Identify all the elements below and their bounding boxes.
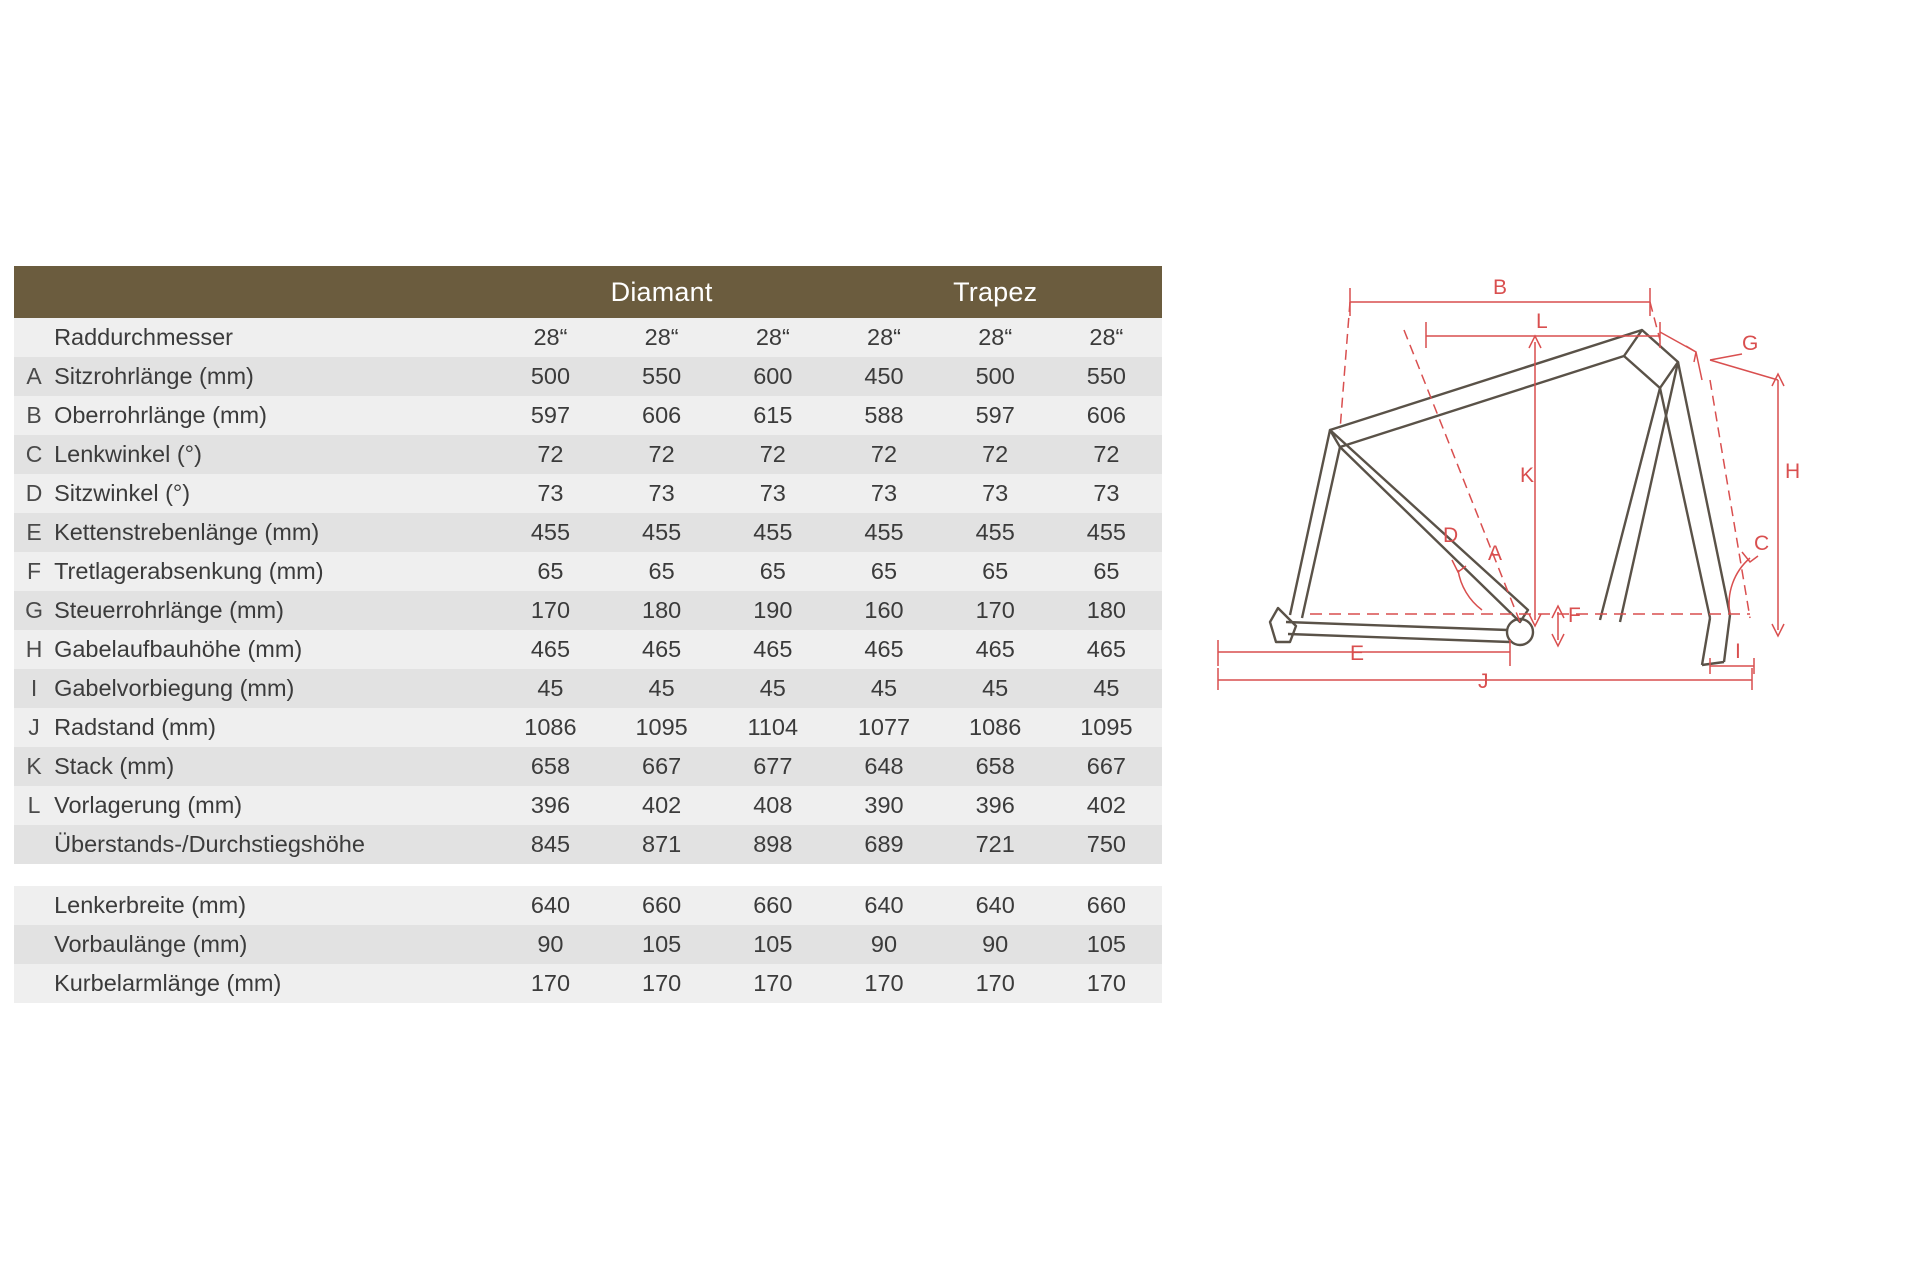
header-group-diamant: Diamant: [495, 266, 829, 318]
table-row: [14, 552, 1162, 591]
row-value-5: 500: [940, 357, 1051, 396]
row-value-3: 28“: [717, 318, 828, 357]
table-row: [14, 786, 1162, 825]
table-row: [14, 747, 1162, 786]
row-value-4: 160: [828, 591, 939, 630]
dimension-label-D: D: [1443, 524, 1459, 547]
row-letter: A: [14, 357, 54, 396]
row-label: Überstands-/Durchstiegshöhe: [54, 825, 495, 864]
row-label: Oberrohrlänge (mm): [54, 396, 495, 435]
row-value-2: 170: [606, 964, 717, 1003]
row-value-4: 648: [828, 747, 939, 786]
row-value-4: 72: [828, 435, 939, 474]
row-value-3: 72: [717, 435, 828, 474]
dimension-letters: [1350, 276, 1800, 693]
table-row: [14, 357, 1162, 396]
row-value-5: 721: [940, 825, 1051, 864]
row-value-6: 180: [1051, 591, 1162, 630]
table-row: [14, 708, 1162, 747]
row-value-2: 105: [606, 925, 717, 964]
row-label: Stack (mm): [54, 747, 495, 786]
row-value-1: 396: [495, 786, 606, 825]
row-value-5: 640: [940, 886, 1051, 925]
dimension-label-E: E: [1350, 642, 1365, 665]
row-letter: C: [14, 435, 54, 474]
row-label: Sitzwinkel (°): [54, 474, 495, 513]
row-letter: H: [14, 630, 54, 669]
row-value-6: 750: [1051, 825, 1162, 864]
row-letter: F: [14, 552, 54, 591]
row-letter: [14, 964, 54, 1003]
row-value-3: 190: [717, 591, 828, 630]
row-value-5: 90: [940, 925, 1051, 964]
row-letter: B: [14, 396, 54, 435]
geometry-table-container: [14, 266, 1162, 1003]
table-row: [14, 886, 1162, 925]
row-value-1: 845: [495, 825, 606, 864]
row-label: Gabelvorbiegung (mm): [54, 669, 495, 708]
row-value-3: 408: [717, 786, 828, 825]
row-value-2: 550: [606, 357, 717, 396]
row-value-2: 180: [606, 591, 717, 630]
row-value-2: 1095: [606, 708, 717, 747]
row-value-2: 402: [606, 786, 717, 825]
row-value-6: 606: [1051, 396, 1162, 435]
row-value-4: 90: [828, 925, 939, 964]
row-value-3: 455: [717, 513, 828, 552]
row-value-6: 660: [1051, 886, 1162, 925]
row-value-5: 73: [940, 474, 1051, 513]
row-value-1: 658: [495, 747, 606, 786]
row-label: Vorlagerung (mm): [54, 786, 495, 825]
dimension-label-L: L: [1536, 310, 1548, 333]
row-letter: J: [14, 708, 54, 747]
geometry-table: [14, 266, 1162, 864]
row-label: Kettenstrebenlänge (mm): [54, 513, 495, 552]
row-value-1: 65: [495, 552, 606, 591]
row-value-4: 65: [828, 552, 939, 591]
dimension-label-I: I: [1735, 640, 1741, 663]
row-value-6: 45: [1051, 669, 1162, 708]
row-value-4: 73: [828, 474, 939, 513]
row-label: Steuerrohrlänge (mm): [54, 591, 495, 630]
row-label: Gabelaufbauhöhe (mm): [54, 630, 495, 669]
row-value-5: 658: [940, 747, 1051, 786]
row-value-2: 65: [606, 552, 717, 591]
table-row: [14, 474, 1162, 513]
table-body-main: [14, 318, 1162, 864]
row-label: Radstand (mm): [54, 708, 495, 747]
row-value-1: 455: [495, 513, 606, 552]
dimension-label-C: C: [1754, 532, 1770, 555]
row-value-4: 28“: [828, 318, 939, 357]
table-row: [14, 591, 1162, 630]
header-label-col: [54, 266, 495, 318]
row-value-3: 615: [717, 396, 828, 435]
row-value-3: 600: [717, 357, 828, 396]
row-letter: [14, 886, 54, 925]
row-value-4: 45: [828, 669, 939, 708]
row-letter: E: [14, 513, 54, 552]
row-value-3: 105: [717, 925, 828, 964]
row-value-2: 667: [606, 747, 717, 786]
row-letter: [14, 825, 54, 864]
row-value-6: 465: [1051, 630, 1162, 669]
row-value-5: 455: [940, 513, 1051, 552]
row-letter: I: [14, 669, 54, 708]
row-value-4: 465: [828, 630, 939, 669]
row-value-4: 450: [828, 357, 939, 396]
row-value-3: 170: [717, 964, 828, 1003]
row-label: Vorbaulänge (mm): [54, 925, 495, 964]
row-value-3: 45: [717, 669, 828, 708]
row-value-2: 72: [606, 435, 717, 474]
row-value-6: 1095: [1051, 708, 1162, 747]
header-group-trapez: Trapez: [828, 266, 1162, 318]
geometry-table-secondary: [14, 886, 1162, 1003]
row-value-6: 170: [1051, 964, 1162, 1003]
row-value-2: 465: [606, 630, 717, 669]
table-row: [14, 630, 1162, 669]
row-value-4: 390: [828, 786, 939, 825]
table-row: [14, 925, 1162, 964]
row-label: Raddurchmesser: [54, 318, 495, 357]
header-letter-col: [14, 266, 54, 318]
frame-geometry-diagram: [1190, 270, 1890, 750]
row-value-4: 455: [828, 513, 939, 552]
row-value-2: 606: [606, 396, 717, 435]
row-label: Sitzrohrlänge (mm): [54, 357, 495, 396]
table-row: [14, 669, 1162, 708]
row-label: Lenkwinkel (°): [54, 435, 495, 474]
row-value-6: 105: [1051, 925, 1162, 964]
row-value-1: 28“: [495, 318, 606, 357]
table-header: [14, 266, 1162, 318]
row-value-5: 45: [940, 669, 1051, 708]
table-row: [14, 825, 1162, 864]
table-row: [14, 318, 1162, 357]
row-value-1: 597: [495, 396, 606, 435]
row-value-1: 170: [495, 591, 606, 630]
row-value-5: 1086: [940, 708, 1051, 747]
row-value-5: 465: [940, 630, 1051, 669]
row-value-4: 1077: [828, 708, 939, 747]
row-value-4: 170: [828, 964, 939, 1003]
row-value-3: 677: [717, 747, 828, 786]
row-value-3: 660: [717, 886, 828, 925]
row-value-1: 465: [495, 630, 606, 669]
row-value-3: 1104: [717, 708, 828, 747]
row-value-4: 588: [828, 396, 939, 435]
row-value-5: 597: [940, 396, 1051, 435]
row-label: Lenkerbreite (mm): [54, 886, 495, 925]
row-value-6: 28“: [1051, 318, 1162, 357]
row-value-6: 73: [1051, 474, 1162, 513]
row-value-1: 500: [495, 357, 606, 396]
row-value-6: 550: [1051, 357, 1162, 396]
row-value-2: 660: [606, 886, 717, 925]
row-value-5: 28“: [940, 318, 1051, 357]
row-value-5: 72: [940, 435, 1051, 474]
dimension-label-B: B: [1493, 276, 1508, 299]
row-value-3: 73: [717, 474, 828, 513]
row-value-6: 667: [1051, 747, 1162, 786]
row-letter: D: [14, 474, 54, 513]
table-row: [14, 513, 1162, 552]
table-row: [14, 435, 1162, 474]
row-value-2: 73: [606, 474, 717, 513]
row-label: Tretlagerabsenkung (mm): [54, 552, 495, 591]
dimension-label-G: G: [1742, 332, 1759, 355]
row-value-5: 170: [940, 591, 1051, 630]
dimension-label-H: H: [1785, 460, 1801, 483]
row-value-6: 402: [1051, 786, 1162, 825]
dimension-label-A: A: [1488, 542, 1503, 565]
dimension-label-F: F: [1568, 604, 1581, 627]
row-value-5: 170: [940, 964, 1051, 1003]
row-value-1: 170: [495, 964, 606, 1003]
table-row: [14, 396, 1162, 435]
row-value-5: 396: [940, 786, 1051, 825]
row-value-3: 465: [717, 630, 828, 669]
row-letter: [14, 925, 54, 964]
row-value-1: 73: [495, 474, 606, 513]
table-body-secondary: [14, 886, 1162, 1003]
row-letter: G: [14, 591, 54, 630]
row-value-2: 871: [606, 825, 717, 864]
table-row: [14, 964, 1162, 1003]
row-value-2: 28“: [606, 318, 717, 357]
row-value-6: 72: [1051, 435, 1162, 474]
row-letter: L: [14, 786, 54, 825]
dimension-label-K: K: [1520, 464, 1535, 487]
row-letter: [14, 318, 54, 357]
row-value-4: 640: [828, 886, 939, 925]
row-value-1: 45: [495, 669, 606, 708]
row-value-3: 65: [717, 552, 828, 591]
row-value-5: 65: [940, 552, 1051, 591]
row-label: Kurbelarmlänge (mm): [54, 964, 495, 1003]
row-value-3: 898: [717, 825, 828, 864]
row-value-6: 65: [1051, 552, 1162, 591]
row-value-1: 1086: [495, 708, 606, 747]
row-value-1: 90: [495, 925, 606, 964]
dimension-label-J: J: [1478, 670, 1489, 693]
row-value-1: 640: [495, 886, 606, 925]
row-letter: K: [14, 747, 54, 786]
row-value-2: 45: [606, 669, 717, 708]
row-value-1: 72: [495, 435, 606, 474]
row-value-6: 455: [1051, 513, 1162, 552]
row-value-4: 689: [828, 825, 939, 864]
row-value-2: 455: [606, 513, 717, 552]
